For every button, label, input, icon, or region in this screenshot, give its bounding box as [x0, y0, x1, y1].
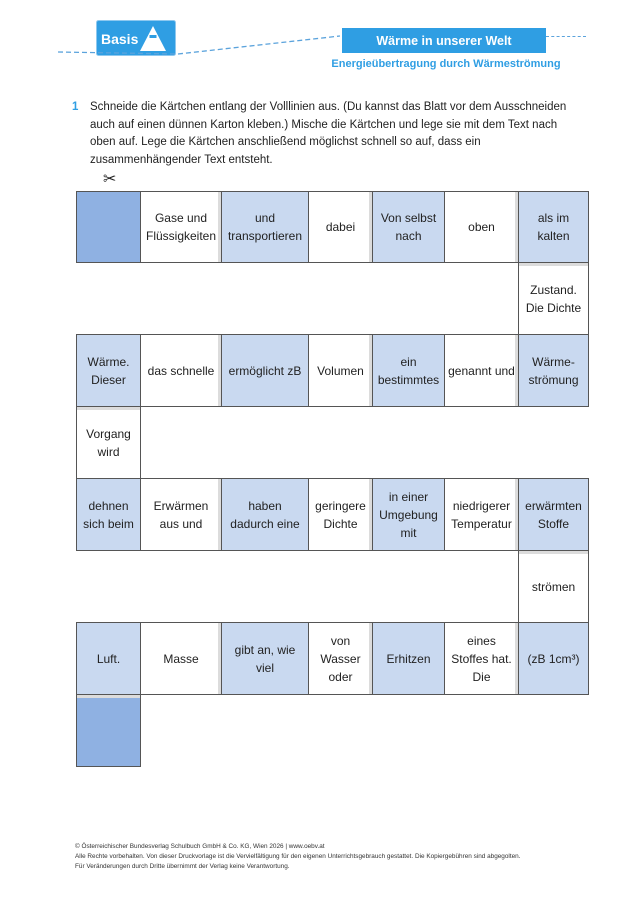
card[interactable]: Erhitzen: [372, 622, 445, 695]
task-instruction: [72, 99, 572, 169]
card[interactable]: erwärmten Stoffe: [518, 478, 589, 551]
card[interactable]: ermöglicht zB: [221, 334, 309, 407]
copyright-footer: [75, 842, 595, 873]
card[interactable]: strömen: [518, 550, 589, 623]
card[interactable]: Gase und Flüssigkeiten: [140, 191, 222, 263]
header-divider-right: [546, 36, 586, 37]
card[interactable]: haben dadurch eine: [221, 478, 309, 551]
card[interactable]: oben: [444, 191, 519, 263]
card[interactable]: Wärme. Dieser: [76, 334, 141, 407]
header-divider: [58, 32, 340, 58]
footer-line: Für Veränderungen durch Dritte übernimmt der Verlag keine Verantwortung.: [75, 863, 290, 871]
card[interactable]: und transportieren: [221, 191, 309, 263]
card[interactable]: Vorgang wird: [76, 406, 141, 479]
task-number: 1: [72, 101, 79, 113]
card[interactable]: Masse: [140, 622, 222, 695]
card[interactable]: ein bestimmtes: [372, 334, 445, 407]
card[interactable]: dehnen sich beim: [76, 478, 141, 551]
worksheet-subtitle: Energieübertragung durch Wärmeströmung: [331, 58, 561, 70]
card[interactable]: eines Stoffes hat. Die: [444, 622, 519, 695]
task-text: Schneide die Kärtchen entlang der Volllinien aus. (Du kannst das Blatt vor dem Ausschneiden auch auf einen dünnen Karton kleben.) Mische die Kärtchen und lege sie mit dem Text nach oben auf. Lege die Kärtchen anschließend möglichst schnell so auf, dass ein zusammenhängender Text entsteht.: [90, 101, 567, 166]
card[interactable]: (zB 1cm³): [518, 622, 589, 695]
card[interactable]: Volumen: [308, 334, 373, 407]
card[interactable]: genannt und: [444, 334, 519, 407]
card[interactable]: gibt an, wie viel: [221, 622, 309, 695]
card[interactable]: Erwärmen aus und: [140, 478, 222, 551]
card[interactable]: Luft.: [76, 622, 141, 695]
card[interactable]: von Wasser oder: [308, 622, 373, 695]
card[interactable]: Wärme-strömung: [518, 334, 589, 407]
card[interactable]: geringere Dichte: [308, 478, 373, 551]
card[interactable]: Zustand. Die Dichte: [518, 262, 589, 335]
card[interactable]: als im kalten: [518, 191, 589, 263]
footer-line: © Österreichischer Bundesverlag Schulbuch GmbH & Co. KG, Wien 2026 | www.oebv.at: [75, 843, 325, 850]
card-blank-start[interactable]: [76, 191, 141, 263]
scissors-icon: ✂: [103, 171, 117, 188]
footer-line: Alle Rechte vorbehalten. Von dieser Druckvorlage ist die Vervielfältigung für den eigenen Unterrichtsgebrauch gestattet. Die Kopiergebühren sind abgegolten.: [75, 853, 521, 861]
card[interactable]: Von selbst nach: [372, 191, 445, 263]
card[interactable]: dabei: [308, 191, 373, 263]
card[interactable]: in einer Umgebung mit: [372, 478, 445, 551]
card[interactable]: niedrigerer Temperatur: [444, 478, 519, 551]
worksheet-title: Wärme in unserer Welt: [342, 28, 546, 53]
card-blank-end[interactable]: [76, 694, 141, 767]
card[interactable]: das schnelle: [140, 334, 222, 407]
logo-text: Basis: [101, 31, 139, 47]
